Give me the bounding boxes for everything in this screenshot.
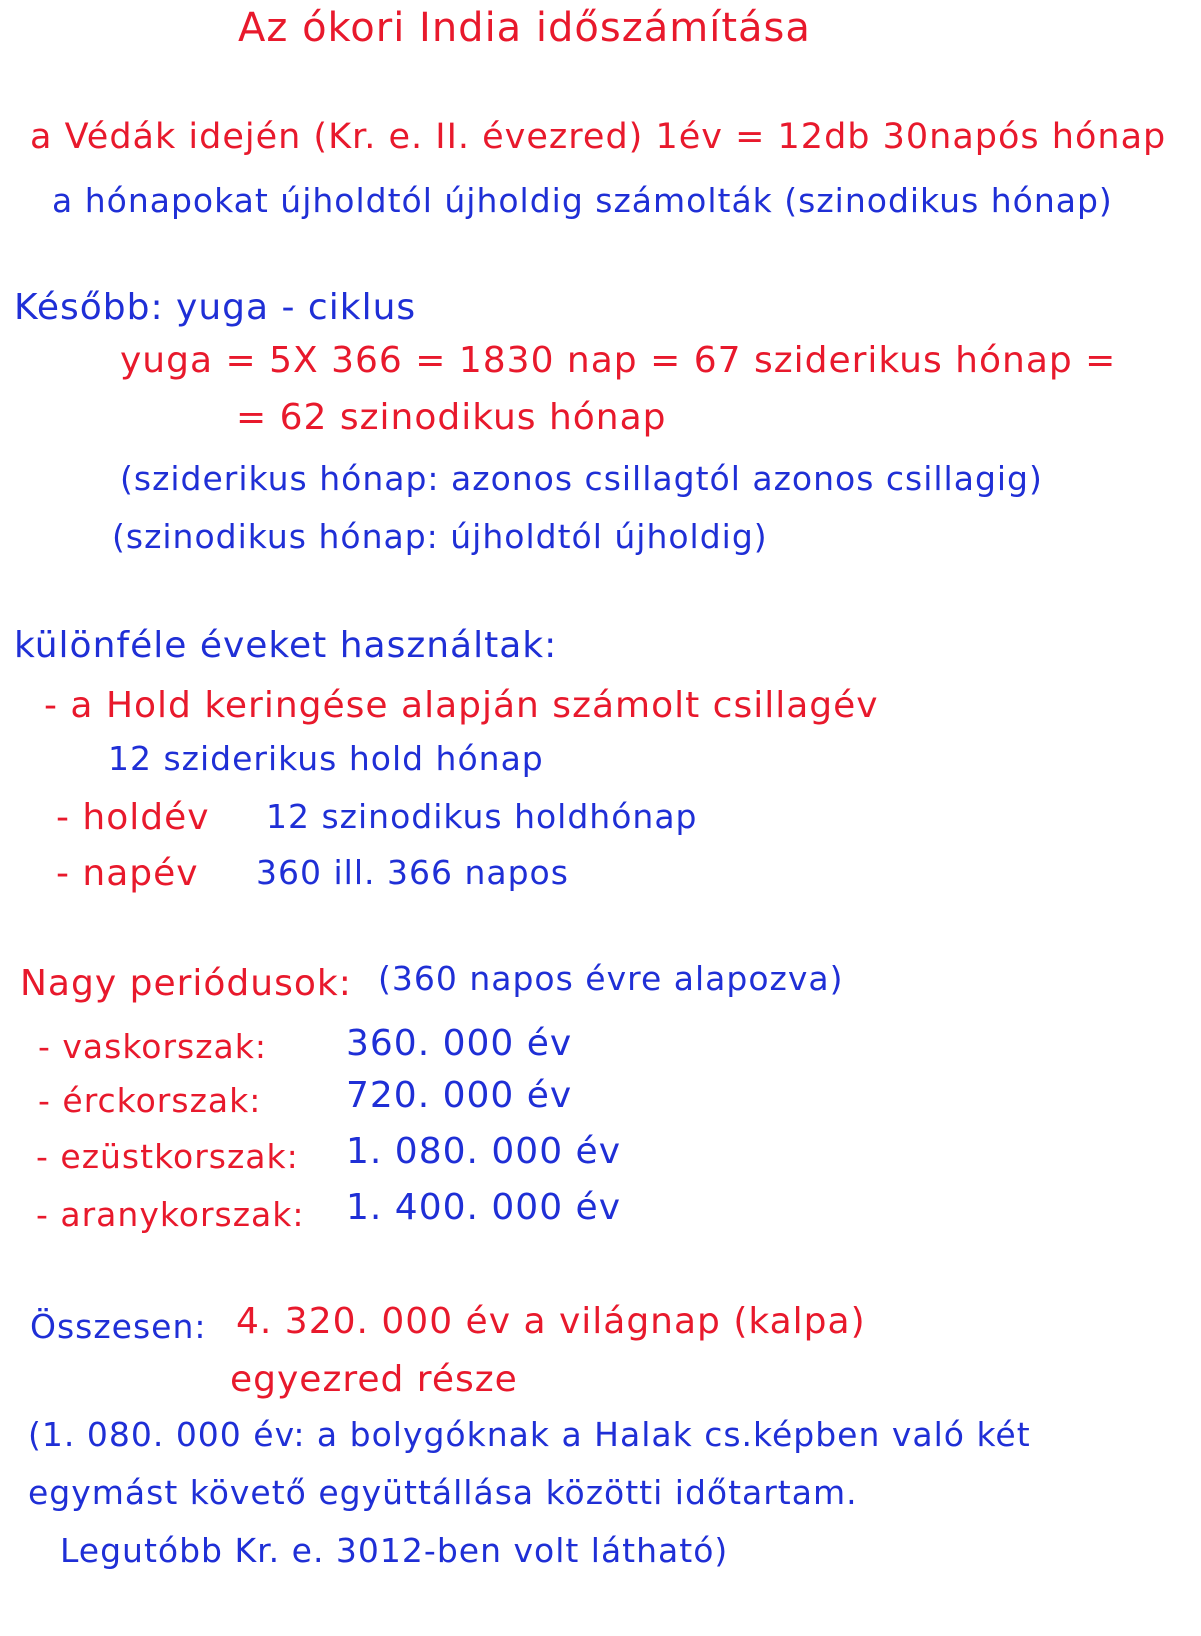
years-item-2-value: 12 szinodikus holdhónap [266, 797, 698, 836]
total-label: Összesen: [30, 1307, 207, 1346]
period-label-silver: - ezüstkorszak: [36, 1137, 299, 1176]
yuga-heading: Később: yuga - ciklus [14, 287, 417, 328]
period-label-gold: - aranykorszak: [36, 1195, 305, 1234]
years-item-1-line-2: 12 sziderikus hold hónap [108, 739, 544, 778]
years-item-2-label: - holdév [56, 797, 210, 838]
years-item-1-line-1: - a Hold keringése alapján számolt csillagév [44, 685, 879, 726]
period-value-ore: 720. 000 év [346, 1075, 573, 1116]
footnote-line-1: (1. 080. 000 év: a bolygóknak a Halak cs.képben való két [28, 1415, 1031, 1454]
vedic-line-2: a hónapokat újholdtól újholdig számolták (szinodikus hónap) [52, 181, 1113, 220]
period-label-iron: - vaskorszak: [38, 1027, 267, 1066]
footnote-line-3: Legutóbb Kr. e. 3012-ben volt látható) [60, 1531, 729, 1570]
years-item-3-value: 360 ill. 366 napos [256, 853, 569, 892]
years-item-3-label: - napév [56, 853, 199, 894]
yuga-note-sidereal: (sziderikus hónap: azonos csillagtól azonos csillagig) [120, 459, 1043, 498]
years-heading: különféle éveket használtak: [14, 625, 558, 666]
yuga-line-1: yuga = 5X 366 = 1830 nap = 67 sziderikus hónap = [120, 340, 1117, 381]
total-line-1: 4. 320. 000 év a világnap (kalpa) [236, 1301, 866, 1342]
vedic-line-1: a Védák idején (Kr. e. II. évezred) 1év = 12db 30napós hónap [30, 117, 1167, 157]
period-value-gold: 1. 400. 000 év [346, 1187, 621, 1228]
footnote-line-2: egymást követő együttállása közötti időtartam. [28, 1473, 858, 1512]
periods-heading: Nagy periódusok: [20, 963, 352, 1004]
period-value-iron: 360. 000 év [346, 1023, 573, 1064]
total-line-2: egyezred része [230, 1359, 518, 1400]
yuga-note-synodic: (szinodikus hónap: újholdtól újholdig) [112, 517, 768, 556]
yuga-line-2: = 62 szinodikus hónap [236, 397, 667, 438]
period-label-ore: - érckorszak: [38, 1081, 262, 1120]
period-value-silver: 1. 080. 000 év [346, 1131, 621, 1172]
page-title: Az ókori India időszámítása [238, 5, 811, 51]
periods-heading-note: (360 napos évre alapozva) [378, 959, 844, 998]
